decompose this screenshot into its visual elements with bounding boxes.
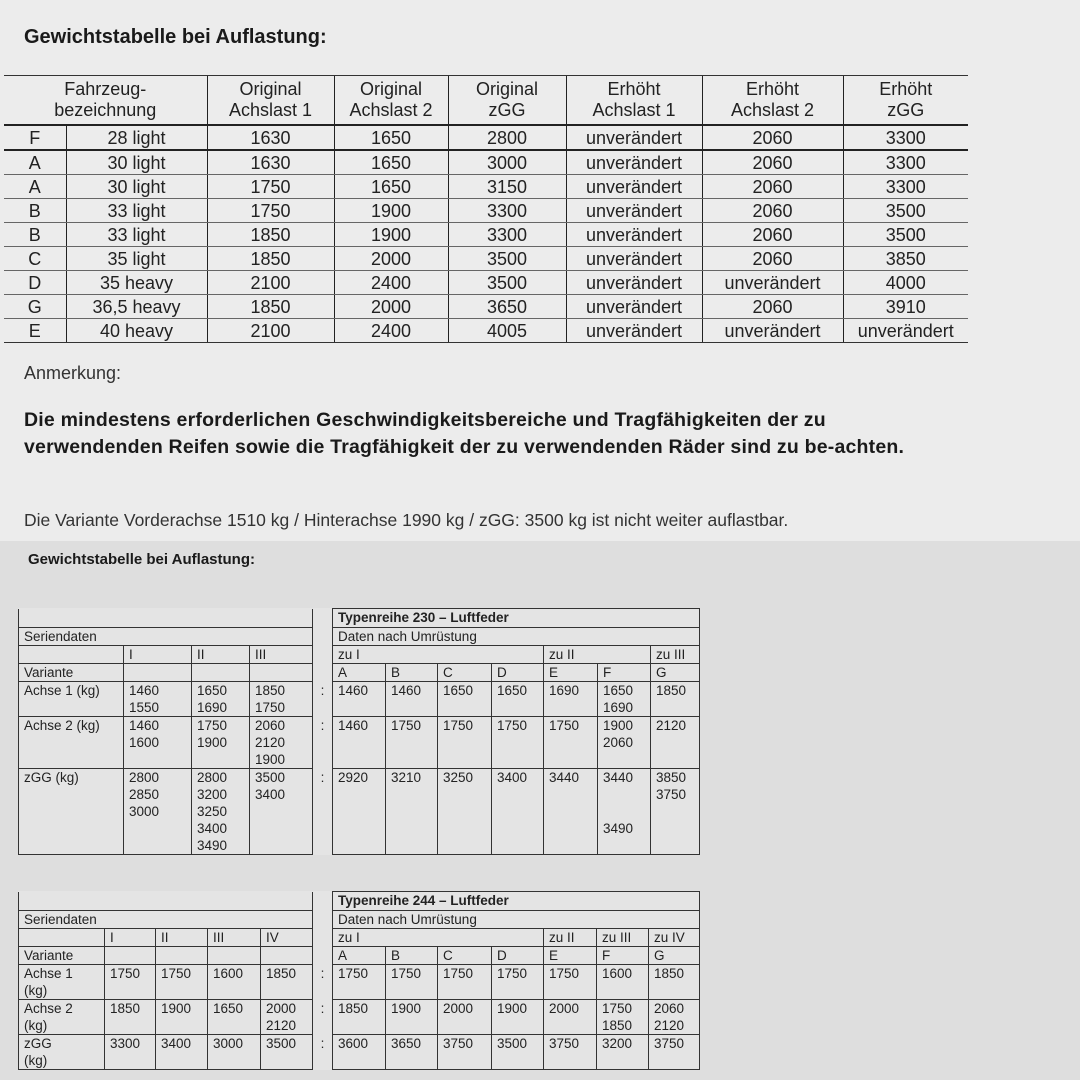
table-cell: B [4, 199, 66, 223]
column-header: Erhöht zGG [843, 76, 968, 126]
table-cell: 33 light [66, 199, 207, 223]
table-title: Typenreihe 230 – Luftfeder [333, 609, 700, 628]
group-header: zu I [333, 646, 544, 664]
empty-cell [261, 947, 313, 965]
table-cell: 3500 [448, 247, 566, 271]
umruestung-value: 1850 [333, 1000, 386, 1035]
table-cell: C [4, 247, 66, 271]
table-cell: 28 light [66, 125, 207, 150]
serien-value: 3500 [261, 1035, 313, 1070]
seriendaten-label: Seriendaten [19, 911, 313, 929]
table-cell: 33 light [66, 223, 207, 247]
table-cell: 3150 [448, 175, 566, 199]
table-cell: E [4, 319, 66, 343]
table-title: Typenreihe 244 – Luftfeder [333, 892, 700, 911]
serien-column-header: III [250, 646, 313, 664]
table-cell: 3000 [448, 150, 566, 175]
table-cell: 1650 [334, 175, 448, 199]
table-cell: 1900 [334, 223, 448, 247]
table-row [19, 717, 700, 769]
serien-value: 2060 2120 1900 [250, 717, 313, 769]
table-row [4, 125, 968, 150]
table-cell: 36,5 heavy [66, 295, 207, 319]
umruestung-value: 1460 [333, 717, 386, 769]
umruestung-value: 3500 [492, 1035, 544, 1070]
table-row [4, 175, 968, 199]
table-cell: unverändert [566, 247, 702, 271]
row-label: Achse 1 (kg) [19, 682, 124, 717]
row-label: Achse 2 (kg) [19, 1000, 105, 1035]
empty-cell [156, 947, 208, 965]
table-cell: 3650 [448, 295, 566, 319]
umruestung-value: 1650 1690 [598, 682, 651, 717]
table-cell: 30 light [66, 175, 207, 199]
table-cell: 1750 [207, 175, 334, 199]
table-cell: 3300 [448, 199, 566, 223]
empty-cell [250, 664, 313, 682]
table-cell: 3300 [843, 150, 968, 175]
serien-value: 3500 3400 [250, 769, 313, 855]
separator-cell: : [313, 717, 333, 769]
column-header: Erhöht Achslast 1 [566, 76, 702, 126]
table-cell: 3910 [843, 295, 968, 319]
table-cell: 3300 [448, 223, 566, 247]
umruestung-value: 1750 1850 [597, 1000, 649, 1035]
umruestung-label: Daten nach Umrüstung [333, 628, 700, 646]
table-cell: 2060 [702, 175, 843, 199]
serien-value: 1850 1750 [250, 682, 313, 717]
table-cell: unverändert [566, 199, 702, 223]
table-cell: 1630 [207, 150, 334, 175]
variant-header: A [333, 664, 386, 682]
empty-cell [192, 664, 250, 682]
umruestung-value: 1750 [492, 717, 544, 769]
table-cell: A [4, 150, 66, 175]
umruestung-value: 1900 [386, 1000, 438, 1035]
umruestung-value: 1900 2060 [598, 717, 651, 769]
separator-cell [313, 609, 333, 628]
table-cell: 35 light [66, 247, 207, 271]
table-cell: 2060 [702, 150, 843, 175]
serien-value: 1850 [105, 1000, 156, 1035]
serien-column-header: III [208, 929, 261, 947]
empty-cell [19, 892, 313, 911]
umruestung-value: 1750 [386, 717, 438, 769]
umruestung-value: 1460 [333, 682, 386, 717]
row-label: Achse 2 (kg) [19, 717, 124, 769]
separator-cell [313, 911, 333, 929]
serien-value: 1650 [208, 1000, 261, 1035]
variant-note: Die Variante Vorderachse 1510 kg / Hinterachse 1990 kg / zGG: 3500 kg ist nicht weiter auflastbar. [24, 510, 789, 530]
column-header: Fahrzeug- bezeichnung [4, 76, 207, 126]
separator-cell: : [313, 769, 333, 855]
table-row [4, 295, 968, 319]
serien-value: 3300 [105, 1035, 156, 1070]
table-typenreihe-244 [18, 891, 700, 1070]
variant-header: G [649, 947, 700, 965]
serien-value: 1850 [261, 965, 313, 1000]
table-row [19, 965, 700, 1000]
variant-header: G [651, 664, 700, 682]
table-cell: 1850 [207, 223, 334, 247]
umruestung-value: 3850 3750 [651, 769, 700, 855]
group-header: zu I [333, 929, 544, 947]
umruestung-value: 3600 [333, 1035, 386, 1070]
serien-value: 1600 [208, 965, 261, 1000]
table-row [19, 1035, 700, 1070]
table-row [4, 319, 968, 343]
serien-value: 2800 3200 3250 3400 3490 [192, 769, 250, 855]
column-header: Original zGG [448, 76, 566, 126]
table-cell: unverändert [566, 319, 702, 343]
column-header: Original Achslast 2 [334, 76, 448, 126]
serien-value: 1900 [156, 1000, 208, 1035]
serien-value: 2000 2120 [261, 1000, 313, 1035]
empty-cell [208, 947, 261, 965]
umruestung-value: 1750 [544, 717, 598, 769]
variant-header: E [544, 947, 597, 965]
weight-table-upgrade [4, 75, 968, 343]
table-cell: unverändert [566, 150, 702, 175]
umruestung-value: 1750 [386, 965, 438, 1000]
variant-header: D [492, 664, 544, 682]
table-cell: 4000 [843, 271, 968, 295]
umruestung-value: 3440 3490 [598, 769, 651, 855]
table-cell: unverändert [702, 271, 843, 295]
variant-header: D [492, 947, 544, 965]
table-cell: 1850 [207, 247, 334, 271]
variant-header: C [438, 664, 492, 682]
umruestung-value: 3750 [544, 1035, 597, 1070]
table-cell: 2100 [207, 319, 334, 343]
table-cell: unverändert [566, 295, 702, 319]
table-cell: D [4, 271, 66, 295]
table-typenreihe-230 [18, 608, 700, 855]
separator-cell [313, 646, 333, 664]
table-cell: unverändert [566, 175, 702, 199]
separator-cell: : [313, 1035, 333, 1070]
serien-column-header: II [192, 646, 250, 664]
group-header: zu III [651, 646, 700, 664]
table-cell: 2060 [702, 295, 843, 319]
serien-value: 1750 [156, 965, 208, 1000]
table-cell: 3850 [843, 247, 968, 271]
group-header: zu II [544, 646, 651, 664]
separator-cell [313, 664, 333, 682]
serien-value: 1750 [105, 965, 156, 1000]
empty-cell [19, 609, 313, 628]
empty-cell [19, 929, 105, 947]
page-title: Gewichtstabelle bei Auflastung: [24, 26, 327, 48]
section-title-lower: Gewichtstabelle bei Auflastung: [28, 551, 255, 568]
empty-cell [105, 947, 156, 965]
table-cell: 40 heavy [66, 319, 207, 343]
variant-header: C [438, 947, 492, 965]
table-cell: 30 light [66, 150, 207, 175]
table-row [19, 1000, 700, 1035]
table-cell: 2400 [334, 271, 448, 295]
table-cell: 2800 [448, 125, 566, 150]
row-label: zGG (kg) [19, 769, 124, 855]
umruestung-value: 1850 [651, 682, 700, 717]
table-cell: 2060 [702, 223, 843, 247]
variant-header: F [598, 664, 651, 682]
table-cell: B [4, 223, 66, 247]
variant-header: A [333, 947, 386, 965]
serien-value: 1460 1550 [124, 682, 192, 717]
separator-cell: : [313, 1000, 333, 1035]
table-row [4, 199, 968, 223]
umruestung-value: 1750 [438, 965, 492, 1000]
serien-value: 2800 2850 3000 [124, 769, 192, 855]
umruestung-value: 2000 [544, 1000, 597, 1035]
table-row [4, 223, 968, 247]
empty-cell [19, 646, 124, 664]
column-header: Erhöht Achslast 2 [702, 76, 843, 126]
variant-label: Variante [19, 664, 124, 682]
table-cell: 3300 [843, 125, 968, 150]
table-cell: 1850 [207, 295, 334, 319]
umruestung-label: Daten nach Umrüstung [333, 911, 700, 929]
row-label: zGG (kg) [19, 1035, 105, 1070]
group-header: zu IV [649, 929, 700, 947]
umruestung-value: 1750 [492, 965, 544, 1000]
umruestung-value: 1650 [492, 682, 544, 717]
umruestung-value: 2120 [651, 717, 700, 769]
separator-cell: : [313, 682, 333, 717]
table-cell: 1750 [207, 199, 334, 223]
table-cell: 1650 [334, 150, 448, 175]
table-cell: 1650 [334, 125, 448, 150]
table-row [19, 769, 700, 855]
table-cell: 3500 [448, 271, 566, 295]
table-cell: 35 heavy [66, 271, 207, 295]
separator-cell [313, 947, 333, 965]
umruestung-value: 3750 [438, 1035, 492, 1070]
table-row [4, 271, 968, 295]
umruestung-value: 1750 [333, 965, 386, 1000]
umruestung-value: 1850 [649, 965, 700, 1000]
table-cell: 2060 [702, 199, 843, 223]
table-row [19, 682, 700, 717]
table-cell: 3500 [843, 223, 968, 247]
umruestung-value: 3750 [649, 1035, 700, 1070]
table-cell: 1630 [207, 125, 334, 150]
table-cell: 2060 [702, 247, 843, 271]
tire-requirement-note: Die mindestens erforderlichen Geschwindigkeitsbereiche und Tragfähigkeiten der zu verwendenden Reifen sowie die Tragfähigkeit der zu verwendenden Räder sind zu be-achten. [24, 409, 905, 458]
serien-value: 1750 1900 [192, 717, 250, 769]
table-cell: A [4, 175, 66, 199]
umruestung-value: 2920 [333, 769, 386, 855]
table-cell: unverändert [566, 271, 702, 295]
separator-cell: : [313, 965, 333, 1000]
table-cell: F [4, 125, 66, 150]
table-row [4, 247, 968, 271]
serien-value: 3400 [156, 1035, 208, 1070]
table-cell: 3500 [843, 199, 968, 223]
umruestung-value: 1900 [492, 1000, 544, 1035]
table-cell: 3300 [843, 175, 968, 199]
serien-value: 1460 1600 [124, 717, 192, 769]
row-label: Achse 1 (kg) [19, 965, 105, 1000]
table-cell: unverändert [566, 223, 702, 247]
separator-cell [313, 929, 333, 947]
serien-column-header: IV [261, 929, 313, 947]
group-header: zu III [597, 929, 649, 947]
umruestung-value: 1750 [438, 717, 492, 769]
serien-value: 1650 1690 [192, 682, 250, 717]
serien-column-header: I [124, 646, 192, 664]
umruestung-value: 3250 [438, 769, 492, 855]
umruestung-value: 3440 [544, 769, 598, 855]
separator-cell [313, 628, 333, 646]
umruestung-value: 2060 2120 [649, 1000, 700, 1035]
umruestung-value: 1600 [597, 965, 649, 1000]
variant-header: B [386, 947, 438, 965]
umruestung-value: 3210 [386, 769, 438, 855]
umruestung-value: 3400 [492, 769, 544, 855]
umruestung-value: 1460 [386, 682, 438, 717]
umruestung-value: 1750 [544, 965, 597, 1000]
umruestung-value: 1650 [438, 682, 492, 717]
table-cell: 2000 [334, 247, 448, 271]
group-header: zu II [544, 929, 597, 947]
table-cell: 2400 [334, 319, 448, 343]
note-label: Anmerkung: [24, 363, 122, 383]
variant-label: Variante [19, 947, 105, 965]
table-cell: unverändert [566, 125, 702, 150]
umruestung-value: 3200 [597, 1035, 649, 1070]
table-cell: G [4, 295, 66, 319]
table-cell: 2000 [334, 295, 448, 319]
umruestung-value: 1690 [544, 682, 598, 717]
table-cell: 2060 [702, 125, 843, 150]
table-cell: 4005 [448, 319, 566, 343]
variant-header: E [544, 664, 598, 682]
seriendaten-label: Seriendaten [19, 628, 313, 646]
serien-value: 3000 [208, 1035, 261, 1070]
table-cell: unverändert [843, 319, 968, 343]
serien-column-header: II [156, 929, 208, 947]
separator-cell [313, 892, 333, 911]
table-cell: unverändert [702, 319, 843, 343]
empty-cell [124, 664, 192, 682]
column-header: Original Achslast 1 [207, 76, 334, 126]
table-cell: 1900 [334, 199, 448, 223]
serien-column-header: I [105, 929, 156, 947]
variant-header: B [386, 664, 438, 682]
umruestung-value: 3650 [386, 1035, 438, 1070]
umruestung-value: 2000 [438, 1000, 492, 1035]
variant-header: F [597, 947, 649, 965]
table-cell: 2100 [207, 271, 334, 295]
table-row [4, 150, 968, 175]
